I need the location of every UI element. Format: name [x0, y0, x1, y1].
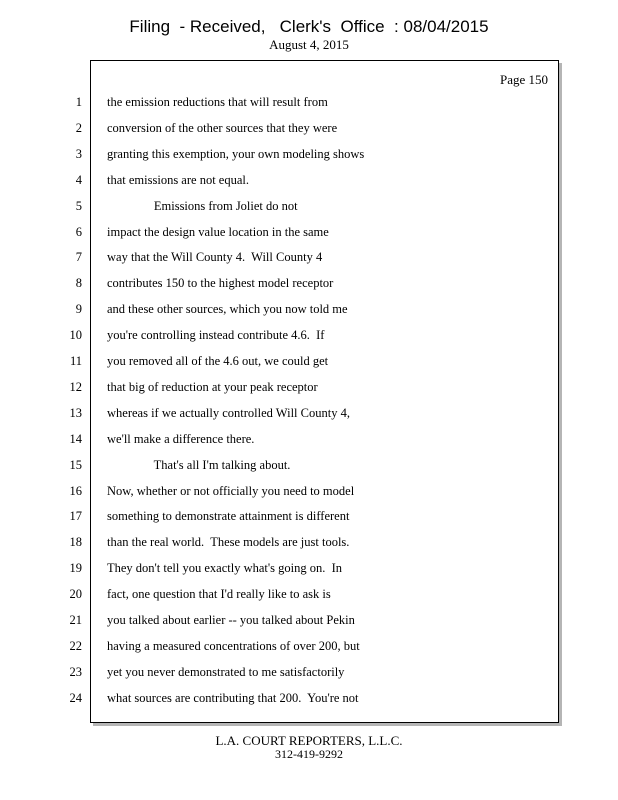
transcript-line [0, 691, 618, 717]
line-text: Emissions from Joliet do not [107, 198, 298, 213]
line-number: 12 [69, 379, 82, 394]
line-text: way that the Will County 4. Will County 4 [107, 250, 323, 265]
line-text: They don't tell you exactly what's going on. In [107, 561, 343, 576]
line-number: 13 [69, 405, 82, 420]
line-number: 11 [69, 354, 82, 368]
transcript-line [0, 406, 618, 432]
line-number: 20 [69, 587, 82, 602]
transcript-line [0, 509, 618, 535]
line-text: That's all I'm talking about. [107, 457, 291, 472]
transcript-line [0, 173, 618, 199]
line-number: 19 [69, 561, 82, 576]
transcript-line [0, 354, 618, 380]
line-text: and these other sources, which you now told me [107, 302, 348, 317]
transcript-line [0, 665, 618, 691]
transcript-line [0, 587, 618, 613]
line-number: 10 [69, 328, 82, 343]
line-number: 15 [69, 457, 82, 472]
line-text: what sources are contributing that 200. You're not [107, 690, 359, 705]
line-number: 3 [75, 146, 82, 161]
transcript-line [0, 639, 618, 665]
line-text: contributes 150 to the highest model receptor [107, 276, 334, 291]
transcript-line [0, 121, 618, 147]
transcript-line [0, 250, 618, 276]
line-text: that big of reduction at your peak receptor [107, 379, 318, 394]
transcript-line [0, 561, 618, 587]
transcript-line [0, 147, 618, 173]
line-text: you talked about earlier -- you talked about Pekin [107, 613, 355, 627]
line-number: 5 [75, 198, 82, 213]
transcript-line [0, 199, 618, 225]
line-text: granting this exemption, your own modeling shows [107, 146, 365, 161]
transcript-line [0, 535, 618, 561]
line-text: the emission reductions that will result from [107, 95, 328, 109]
page-number: Page 150 [499, 72, 548, 87]
line-number: 4 [75, 172, 82, 187]
line-number: 24 [69, 690, 82, 705]
line-number: 16 [69, 483, 82, 498]
line-number: 8 [75, 276, 82, 291]
filing-stamp: Filing - Received, Clerk's Office : 08/04/2015 [129, 17, 489, 36]
line-text: yet you never demonstrated to me satisfactorily [107, 664, 345, 679]
line-number: 14 [69, 431, 82, 446]
line-text: Now, whether or not officially you need to model [107, 483, 355, 498]
transcript-date: August 4, 2015 [269, 37, 349, 52]
line-text: something to demonstrate attainment is different [107, 509, 350, 524]
transcript-line [0, 328, 618, 354]
line-text: fact, one question that I'd really like to ask is [107, 587, 331, 602]
transcript-line [0, 432, 618, 458]
line-text: having a measured concentrations of over 200, but [107, 638, 360, 653]
line-text: conversion of the other sources that they were [107, 120, 338, 135]
transcript-line [0, 225, 618, 251]
line-text: we'll make a difference there. [107, 431, 255, 446]
transcript-line [0, 380, 618, 406]
line-text: that emissions are not equal. [107, 172, 249, 187]
line-number: 9 [75, 302, 82, 317]
transcript-line [0, 613, 618, 639]
line-number: 7 [75, 250, 82, 265]
line-text: than the real world. These models are just tools. [107, 535, 350, 550]
court-reporter-name: L.A. COURT REPORTERS, L.L.C. [215, 733, 403, 748]
transcript-line [0, 458, 618, 484]
transcript-line [0, 484, 618, 510]
line-text: whereas if we actually controlled Will County 4, [107, 405, 350, 420]
line-number: 22 [69, 638, 82, 653]
transcript-line [0, 95, 618, 121]
line-number: 2 [75, 120, 82, 135]
transcript-line [0, 276, 618, 302]
line-number: 18 [69, 535, 82, 550]
line-number: 23 [69, 664, 82, 679]
line-number: 1 [75, 95, 82, 109]
line-number: 17 [69, 509, 82, 524]
line-number: 21 [69, 613, 82, 627]
line-text: you're controlling instead contribute 4.6. If [107, 328, 325, 343]
line-number: 6 [75, 224, 82, 239]
line-text: you removed all of the 4.6 out, we could get [107, 354, 329, 368]
court-reporter-phone: 312-419-9292 [275, 747, 343, 761]
transcript-line [0, 302, 618, 328]
line-text: impact the design value location in the same [107, 224, 329, 239]
